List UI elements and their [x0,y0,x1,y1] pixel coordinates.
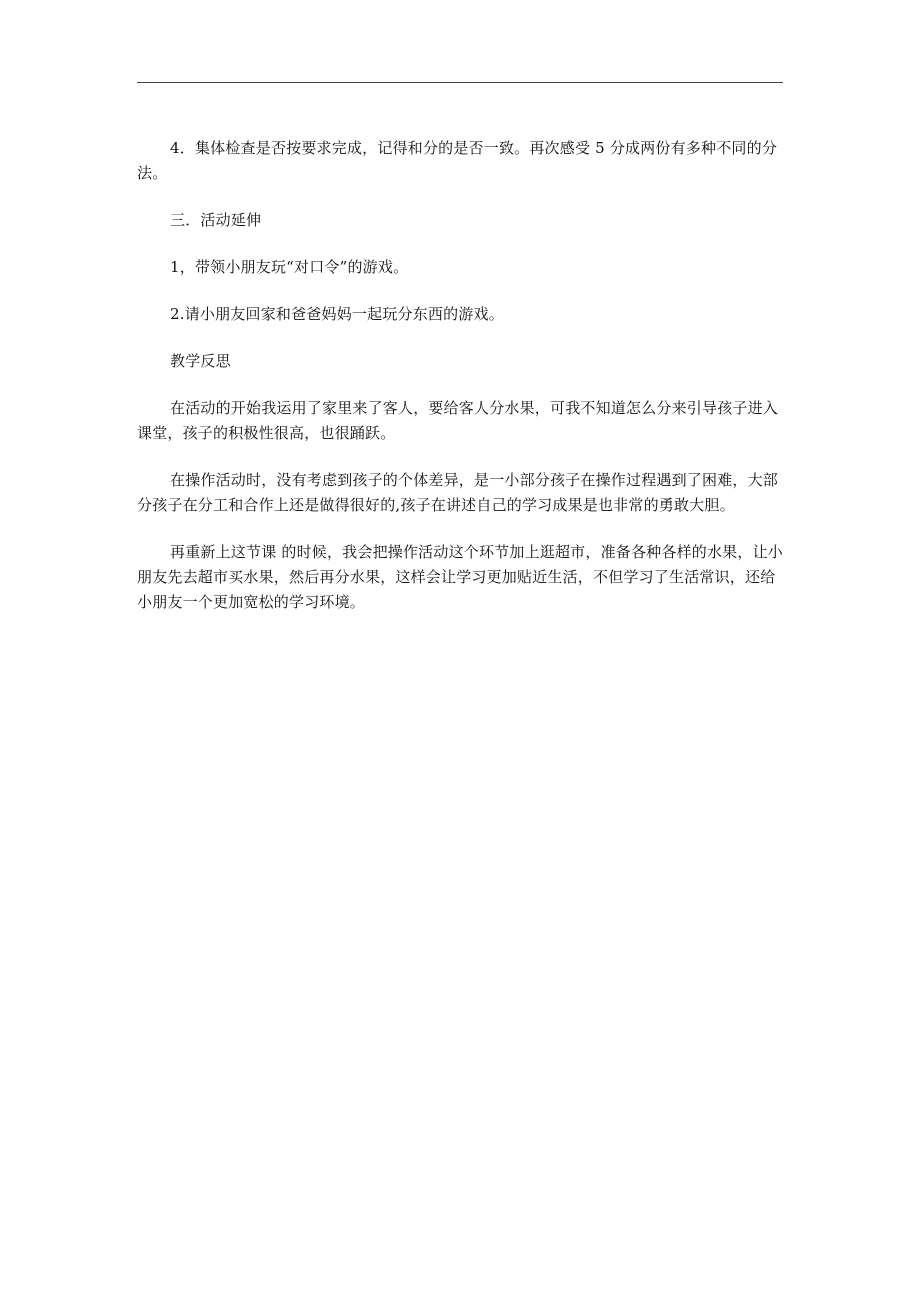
section-heading-activity-extension: 三．活动延伸 [170,211,262,229]
section-heading-teaching-reflection: 教学反思 [170,352,231,370]
header-divider [137,82,783,83]
document-body [137,136,785,637]
paragraph-reflection-3: 再重新上这节课 的时候，我会把操作活动这个环节加上逛超市，准备各种各样的水果，让小朋友先去超市买水果，然后再分水果，这样会让学习更加贴近生活，不但学习了生活常识，还给小朋友一个更加宽松的学习环境。 [137,543,783,611]
paragraph-extension-2: 2.请小朋友回家和爸爸妈妈一起玩分东西的游戏。 [170,305,504,323]
paragraph-reflection-2: 在操作活动时，没有考虑到孩子的个体差异，是一小部分孩子在操作过程遇到了困难，大部分孩子在分工和合作上还是做得很好的,孩子在讲述自己的学习成果是也非常的勇敢大胆。 [137,471,779,514]
paragraph-extension-1: 1，带领小朋友玩“对口令”的游戏。 [170,258,409,276]
paragraph-step-4: 4．集体检查是否按要求完成，记得和分的是否一致。再次感受 5 分成两份有多种不同的分法。 [137,139,778,182]
paragraph-reflection-1: 在活动的开始我运用了家里来了客人，要给客人分水果，可我不知道怎么分来引导孩子进入课堂，孩子的积极性很高，也很踊跃。 [137,399,779,442]
